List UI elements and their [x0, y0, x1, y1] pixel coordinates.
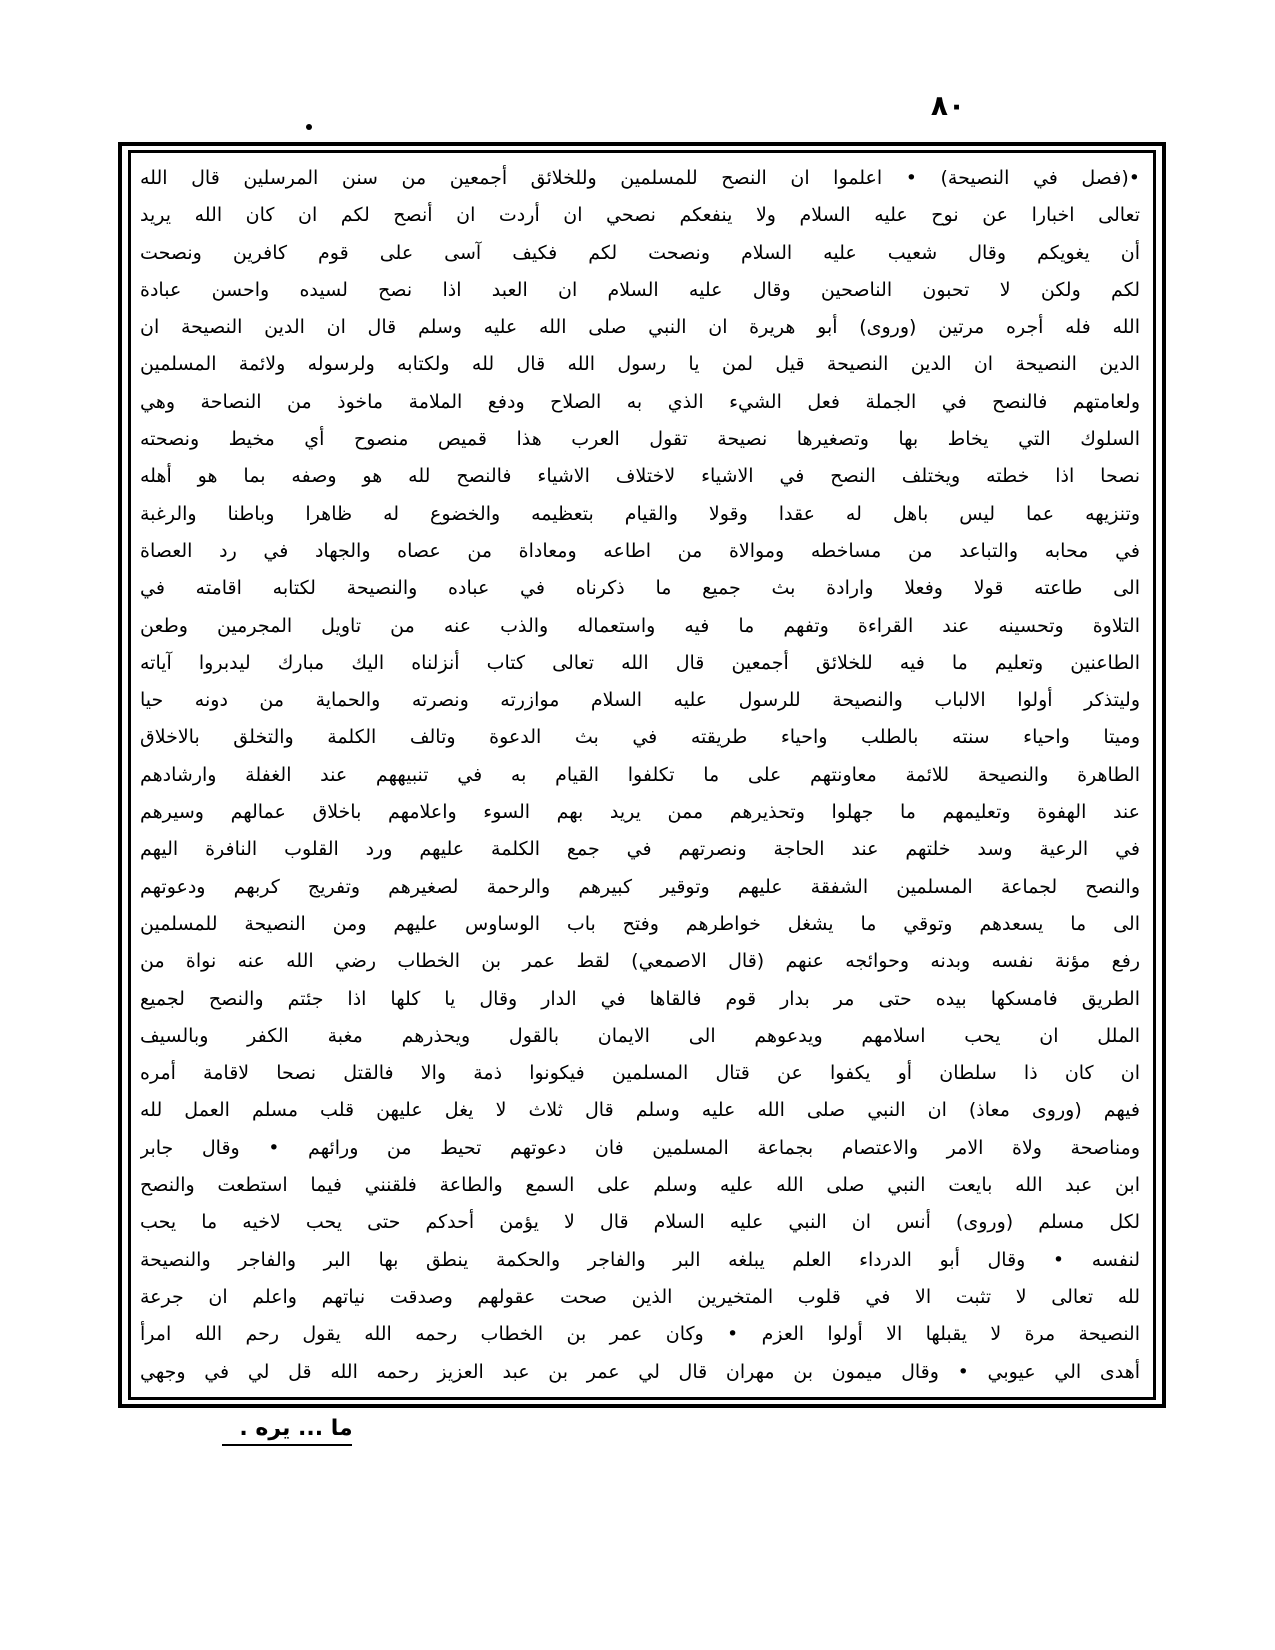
- text-line: الى طاعته قولا وفعلا وارادة بث جميع ما ذكرناه في عباده والنصيحة لكتابه اقامته في: [140, 577, 1140, 600]
- text-line: الطاهرة والنصيحة للائمة معاونتهم على ما تكلفوا القيام به في تنبيههم عند الغفلة وارشادهم: [140, 763, 1140, 786]
- text-line: والنصح لجماعة المسلمين الشفقة عليهم وتوقير كبيرهم والرحمة لصغيرهم وتفريج كربهم ودعوتهم: [140, 875, 1140, 898]
- catchword-underline: [222, 1444, 352, 1446]
- text-line: السلوك التي يخاط بها وتصغيرها نصيحة تقول العرب هذا قميص منصوح أي مخيط ونصحته: [140, 428, 1140, 451]
- manuscript-text-block: [140, 160, 1140, 1392]
- text-line: لنفسه • وقال أبو الدرداء العلم يبلغه البر والفاجر والحكمة ينطق بها البر والفاجر والنصيحة: [140, 1248, 1140, 1271]
- text-line: وميتا واحياء سنته بالطلب واحياء طريقته في بث الدعوة وتالف الكلمة والتخلق بالاخلاق: [140, 726, 1140, 749]
- text-line: رفع مؤنة نفسه وبدنه وحوائجه عنهم (قال الاصمعي) لقط عمر بن الخطاب رضي الله عنه نواة من: [140, 950, 1140, 973]
- text-line: الملل ان يحب اسلامهم ويدعوهم الى الايمان بالقول ويحذرهم مغبة الكفر وبالسيف: [140, 1024, 1140, 1047]
- text-line: تعالى اخبارا عن نوح عليه السلام ولا ينفعكم نصحي ان أردت ان أنصح لكم ان كان الله يريد: [140, 204, 1140, 227]
- text-line: أن يغويكم وقال شعيب عليه السلام ونصحت لكم فكيف آسى على قوم كافرين ونصحت: [140, 241, 1140, 264]
- text-line: أهدى الي عيوبي • وقال ميمون بن مهران قال لي عمر بن عبد العزيز رحمه الله قل لي في وجهي: [140, 1360, 1140, 1383]
- text-line: فيهم (وروى معاذ) ان النبي صلى الله عليه وسلم قال ثلاث لا يغل عليهن قلب مسلم العمل لله: [140, 1099, 1140, 1122]
- text-line: عند الهفوة وتعليمهم ما جهلوا وتحذيرهم ممن يريد بهم السوء واعلامهم باخلاق عمالهم وسيرهم: [140, 801, 1140, 824]
- text-line: الله فله أجره مرتين (وروى) أبو هريرة ان النبي صلى الله عليه وسلم قال ان الدين النصيحة ان: [140, 316, 1140, 339]
- text-line: لله تعالى لا تثبت الا في قلوب المتخيرين الذين صحت عقولهم وصدقت نياتهم واعلم ان جرعة: [140, 1285, 1140, 1308]
- text-line: ومناصحة ولاة الامر والاعتصام بجماعة المسلمين فان دعوتهم تحيط من ورائهم • وقال جابر: [140, 1136, 1140, 1159]
- text-line: النصيحة مرة لا يقبلها الا أولوا العزم • وكان عمر بن الخطاب رحمه الله يقول رحم الله امرأ: [140, 1323, 1140, 1346]
- text-line: وليتذكر أولوا الالباب والنصيحة للرسول عليه السلام موازرته ونصرته والحماية من دونه حيا: [140, 689, 1140, 712]
- text-line: في محابه والتباعد من مساخطه وموالاة من اطاعه ومعاداة من عصاه والجهاد في رد العصاة: [140, 539, 1140, 562]
- ink-dot: [306, 124, 312, 130]
- catchword: ما ... يره .: [239, 1416, 353, 1441]
- text-line: التلاوة وتحسينه عند القراءة وتفهم ما فيه واستعماله والذب عنه من تاويل المجرمين وطعن: [140, 614, 1140, 637]
- text-line: لكم ولكن لا تحبون الناصحين وقال عليه السلام ان العبد اذا نصح لسيده واحسن عبادة: [140, 278, 1140, 301]
- text-line: الطريق فامسكها بيده حتى مر بدار قوم فالقاها في الدار وقال يا كلها اذا جئتم والنصح لجميع: [140, 987, 1140, 1010]
- text-line: في الرعية وسد خلتهم عند الحاجة ونصرتهم في جمع الكلمة عليهم ورد القلوب النافرة اليهم: [140, 838, 1140, 861]
- text-line: ابن عبد الله بايعت النبي صلى الله عليه وسلم على السمع والطاعة فلقنني فيما استطعت والنصح: [140, 1174, 1140, 1197]
- text-line: الطاعنين وتعليم ما فيه للخلائق أجمعين قال الله تعالى كتاب أنزلناه اليك مبارك ليدبروا آياته: [140, 651, 1140, 674]
- text-line: لكل مسلم (وروى) أنس ان النبي عليه السلام قال لا يؤمن أحدكم حتى يحب لاخيه ما يحب: [140, 1211, 1140, 1234]
- text-line: الدين النصيحة ان الدين النصيحة قيل لمن يا رسول الله قال لله ولكتابه ولرسوله ولائمة المسلمين: [140, 353, 1140, 376]
- text-line: وتنزيهه عما ليس باهل له عقدا وقولا والقيام بتعظيمه والخضوع له ظاهرا وباطنا والرغبة: [140, 502, 1140, 525]
- text-line: ان كان ذا سلطان أو يكفوا عن قتال المسلمين فيكونوا ذمة والا فالقتل نصحا لاقامة أمره: [140, 1062, 1140, 1085]
- page-number: ٨٠: [930, 89, 966, 122]
- text-line: نصحا اذا خطته ويختلف النصح في الاشياء لاختلاف الاشياء فالنصح لله هو وصفه بما هو أهله: [140, 465, 1140, 488]
- text-line: •(فصل في النصيحة) • اعلموا ان النصح للمسلمين وللخلائق أجمعين من سنن المرسلين قال الله: [140, 167, 1140, 189]
- text-line: الى ما يسعدهم وتوقي ما يشغل خواطرهم وفتح باب الوساوس عليهم ومن النصيحة للمسلمين: [140, 912, 1140, 935]
- text-line: ولعامتهم فالنصح في الجملة فعل الشيء الذي به الصلاح ودفع الملامة ماخوذ من النصاحة وهي: [140, 390, 1140, 413]
